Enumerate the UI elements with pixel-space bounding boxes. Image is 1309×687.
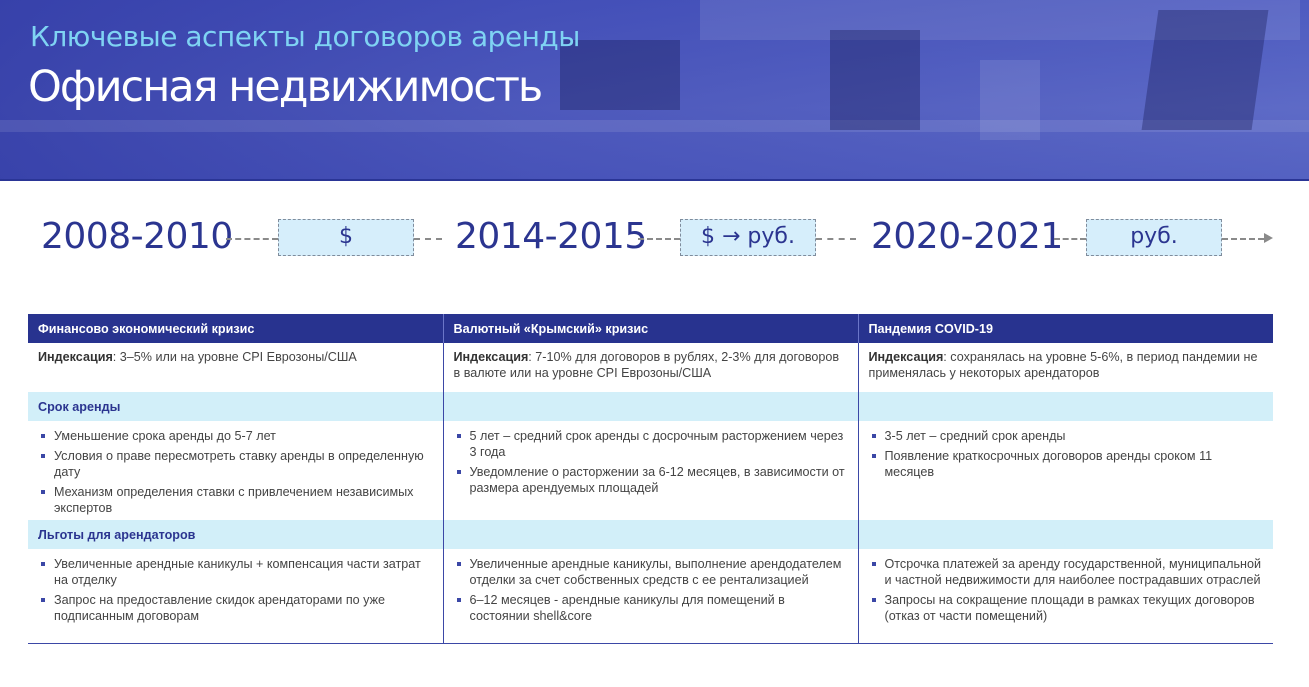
header-banner: [0, 0, 1309, 180]
indexation-cell: [858, 343, 1273, 392]
timeline-connector: [226, 238, 278, 240]
term-row: [28, 421, 1273, 520]
indexation-text: : 7-10% для договоров в рублях, 2-3% для договоров в валюте или на уровне CPI Еврозоны/США: [453, 350, 840, 380]
lease-aspects-table: [28, 314, 1273, 644]
list-item: Уменьшение срока аренды до 5-7 лет: [38, 428, 433, 444]
currency-badge: руб.: [1086, 219, 1222, 256]
indexation-cell: [443, 343, 858, 392]
timeline-connector: [638, 238, 680, 240]
timeline-arrow-icon: [1264, 233, 1273, 243]
period-2008-2010: 2008-2010: [41, 216, 233, 257]
section-title: Льготы для арендаторов: [28, 520, 443, 549]
column-header: Пандемия COVID-19: [858, 314, 1273, 343]
indexation-text: : сохранялась на уровне 5-6%, в период пандемии не применялась у некоторых арендаторов: [868, 350, 1258, 380]
header-divider: [0, 179, 1309, 181]
period-2020-2021: 2020-2021: [871, 216, 1063, 257]
section-spacer: [858, 392, 1273, 421]
benefits-cell: [443, 549, 858, 643]
term-cell: [443, 421, 858, 520]
section-spacer: [443, 392, 858, 421]
timeline-connector: [1054, 238, 1086, 240]
indexation-label: Индексация: [868, 350, 944, 364]
timeline-connector: [1222, 238, 1264, 240]
list-item: Механизм определения ставки с привлечением независимых экспертов: [38, 484, 433, 516]
indexation-row: [28, 343, 1273, 392]
indexation-cell: [28, 343, 443, 392]
list-item: Отсрочка платежей за аренду государственной, муниципальной и частной недвижимости для наиболее пострадавших отраслей: [869, 556, 1264, 588]
currency-badge: $ → руб.: [680, 219, 816, 256]
list-item: Запросы на сокращение площади в рамках текущих договоров (отказ от части помещений): [869, 592, 1264, 624]
indexation-text: : 3–5% или на уровне CPI Еврозоны/США: [112, 350, 357, 364]
list-item: 5 лет – средний срок аренды с досрочным расторжением через 3 года: [454, 428, 848, 460]
section-spacer: [858, 520, 1273, 549]
list-item: Увеличенные арендные каникулы, выполнение арендодателем отделки за счет собственных средств с ее рентализацией: [454, 556, 848, 588]
term-cell: [858, 421, 1273, 520]
table-header-row: [28, 314, 1273, 343]
benefits-cell: [28, 549, 443, 643]
list-item: 3-5 лет – средний срок аренды: [869, 428, 1264, 444]
indexation-label: Индексация: [453, 350, 529, 364]
currency-badge: $: [278, 219, 414, 256]
column-header: Финансово экономический кризис: [28, 314, 443, 343]
timeline-connector: [816, 238, 856, 240]
list-item: Появление краткосрочных договоров аренды сроком 11 месяцев: [869, 448, 1264, 480]
page-subtitle: Ключевые аспекты договоров аренды: [30, 20, 580, 53]
list-item: Уведомление о расторжении за 6-12 месяцев, в зависимости от размера арендуемых площадей: [454, 464, 848, 496]
section-row-benefits: [28, 520, 1273, 549]
list-item: Увеличенные арендные каникулы + компенсация части затрат на отделку: [38, 556, 433, 588]
benefits-cell: [858, 549, 1273, 643]
period-2014-2015: 2014-2015: [455, 216, 647, 257]
column-header: Валютный «Крымский» кризис: [443, 314, 858, 343]
term-cell: [28, 421, 443, 520]
list-item: Запрос на предоставление скидок арендаторами по уже подписанным договорам: [38, 592, 433, 624]
timeline: [0, 210, 1309, 270]
section-row-term: [28, 392, 1273, 421]
list-item: Условия о праве пересмотреть ставку аренды в определенную дату: [38, 448, 433, 480]
indexation-label: Индексация: [38, 350, 113, 364]
list-item: 6–12 месяцев - арендные каникулы для помещений в состоянии shell&core: [454, 592, 848, 624]
section-title: Срок аренды: [28, 392, 443, 421]
section-spacer: [443, 520, 858, 549]
page-title: Офисная недвижимость: [28, 62, 542, 112]
benefits-row: [28, 549, 1273, 643]
timeline-connector: [414, 238, 442, 240]
